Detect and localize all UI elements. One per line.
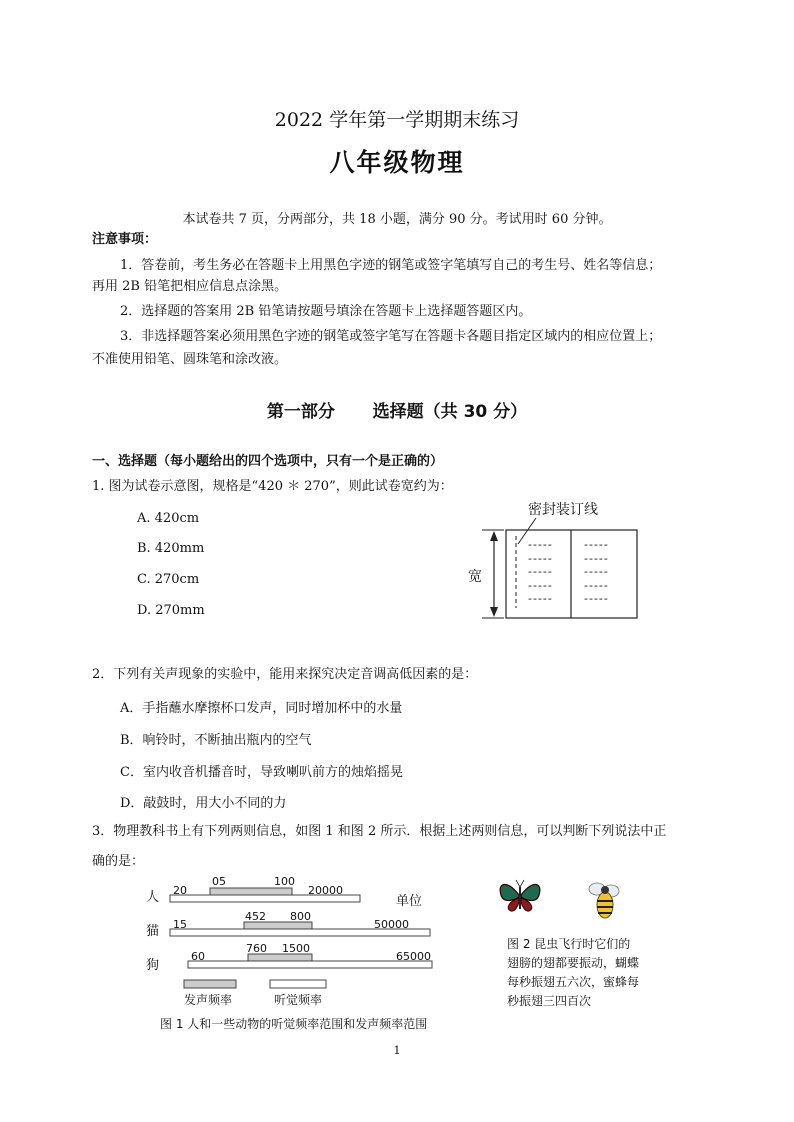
fig2-caption-line-4: 秒振翅三四百次 [507, 994, 592, 1008]
cat-label: 猫 [146, 924, 160, 939]
notes-heading: 注意事项： [92, 232, 158, 247]
q1-stem: 1. 图为试卷示意图，规格是“420 ＊ 270”，则此试卷宽约为： [92, 479, 453, 494]
dog-label: 狗 [146, 958, 160, 973]
width-arrow-down [490, 607, 498, 617]
legend-hearing-swatch [270, 980, 326, 988]
section-subheading: 一、选择题（每小题给出的四个选项中，只有一个是正确的） [92, 454, 444, 469]
dog-voice-bar [248, 954, 312, 961]
insect-images [495, 875, 665, 930]
q2-option-d: D．敲鼓时，用大小不同的力 [120, 796, 287, 811]
width-arrow-up [490, 531, 498, 541]
human-voice-bar [210, 888, 292, 895]
human-voice-max: 100 [274, 875, 295, 888]
q1-option-c: C. 270cm [137, 572, 200, 587]
width-label: 宽 [468, 569, 482, 585]
q1-figure [460, 496, 660, 626]
note-2: 2．选择题的答案用 2B 铅笔请按题号填涂在答题卡上选择题答题区内。 [120, 304, 532, 319]
human-label: 人 [146, 890, 160, 905]
figure-2 [495, 875, 665, 1015]
q3-stem-line1: 3．物理教科书上有下列两则信息，如图 1 和图 2 所示．根据上述两则信息，可以判断下列说法中正 [92, 824, 667, 839]
cat-voice-min: 452 [245, 910, 266, 923]
q2-option-b: B．响铃时，不断抽出瓶内的空气 [120, 733, 312, 748]
cat-hear-max: 50000 [374, 918, 409, 931]
bee-icon [589, 883, 619, 918]
human-voice-min: 05 [212, 875, 226, 888]
section-title [0, 397, 794, 422]
fig2-caption-line-1: 图 2 昆虫飞行时它们的 [507, 937, 631, 951]
legend-voice-swatch [184, 980, 236, 988]
q2-stem: 2．下列有关声现象的实验中，能用来探究决定音调高低因素的是： [92, 667, 478, 682]
fig2-caption-line-3: 每秒振翅五六次，蜜蜂每 [507, 975, 640, 989]
section-heading: 选择题（共 30 分） [372, 402, 528, 422]
fig2-caption-line-2: 翅膀的翅都要振动，蝴蝶 [507, 956, 640, 970]
q2-option-c: C．室内收音机播音时，导致喇叭前方的烛焰摇晃 [120, 765, 403, 780]
cat-hear-min: 15 [173, 918, 187, 931]
butterfly-icon [500, 880, 540, 911]
section-part: 第一部分 [266, 402, 335, 422]
paper-diagram [460, 496, 660, 626]
left-dash-block: ----- ----- ----- ----- ----- [528, 538, 553, 605]
note-3-cont: 不准使用铅笔、圆珠笔和涂改液。 [92, 352, 288, 367]
unit-label: 单位 [396, 894, 423, 909]
right-dash-block: ----- ----- ----- ----- ----- [584, 538, 609, 605]
q1-option-d: D. 270mm [137, 603, 205, 618]
note-3: 3．非选择题答案必须用黑色字迹的钢笔或签字笔写在答题卡各题目指定区域内的相应位置上； [120, 329, 662, 344]
q1-option-a: A. 420cm [137, 511, 200, 526]
human-hear-max: 20000 [308, 884, 343, 897]
figure-2-caption [507, 935, 639, 1011]
cat-voice-bar [244, 922, 312, 929]
dog-hear-min: 60 [191, 950, 205, 963]
note-1: 1．答卷前，考生务必在答题卡上用黑色字迹的钢笔或签字笔填写自己的考生号、姓名等信息； [120, 258, 662, 273]
legend-voice-label: 发声频率 [184, 993, 233, 1007]
dog-hear-max: 65000 [396, 950, 431, 963]
legend-hearing-label: 听觉频率 [274, 993, 323, 1007]
binding-line-label: 密封装订线 [528, 502, 598, 518]
dog-voice-min: 760 [246, 942, 267, 955]
page-number: 1 [393, 1044, 401, 1057]
q1-option-b: B. 420mm [137, 541, 205, 556]
q2-option-a: A．手指蘸水摩擦杯口发声，同时增加杯中的水量 [120, 701, 403, 716]
cat-voice-max: 800 [290, 910, 311, 923]
note-1-cont: 再用 2B 铅笔把相应信息点涂黑。 [92, 279, 288, 294]
subject-title: 八年级物理 [329, 148, 465, 177]
dog-voice-max: 1500 [282, 942, 310, 955]
human-hear-min: 20 [173, 884, 187, 897]
exam-info: 本试卷共 7 页，分两部分，共 18 小题，满分 90 分。考试用时 60 分钟。 [182, 212, 612, 227]
figure-1-caption: 图 1 人和一些动物的听觉频率范围和发声频率范围 [160, 1017, 428, 1031]
q3-stem-line2: 确的是： [92, 854, 145, 869]
exam-title: 2022 学年第一学期期末练习 [274, 109, 520, 131]
figure-1 [140, 872, 460, 1037]
